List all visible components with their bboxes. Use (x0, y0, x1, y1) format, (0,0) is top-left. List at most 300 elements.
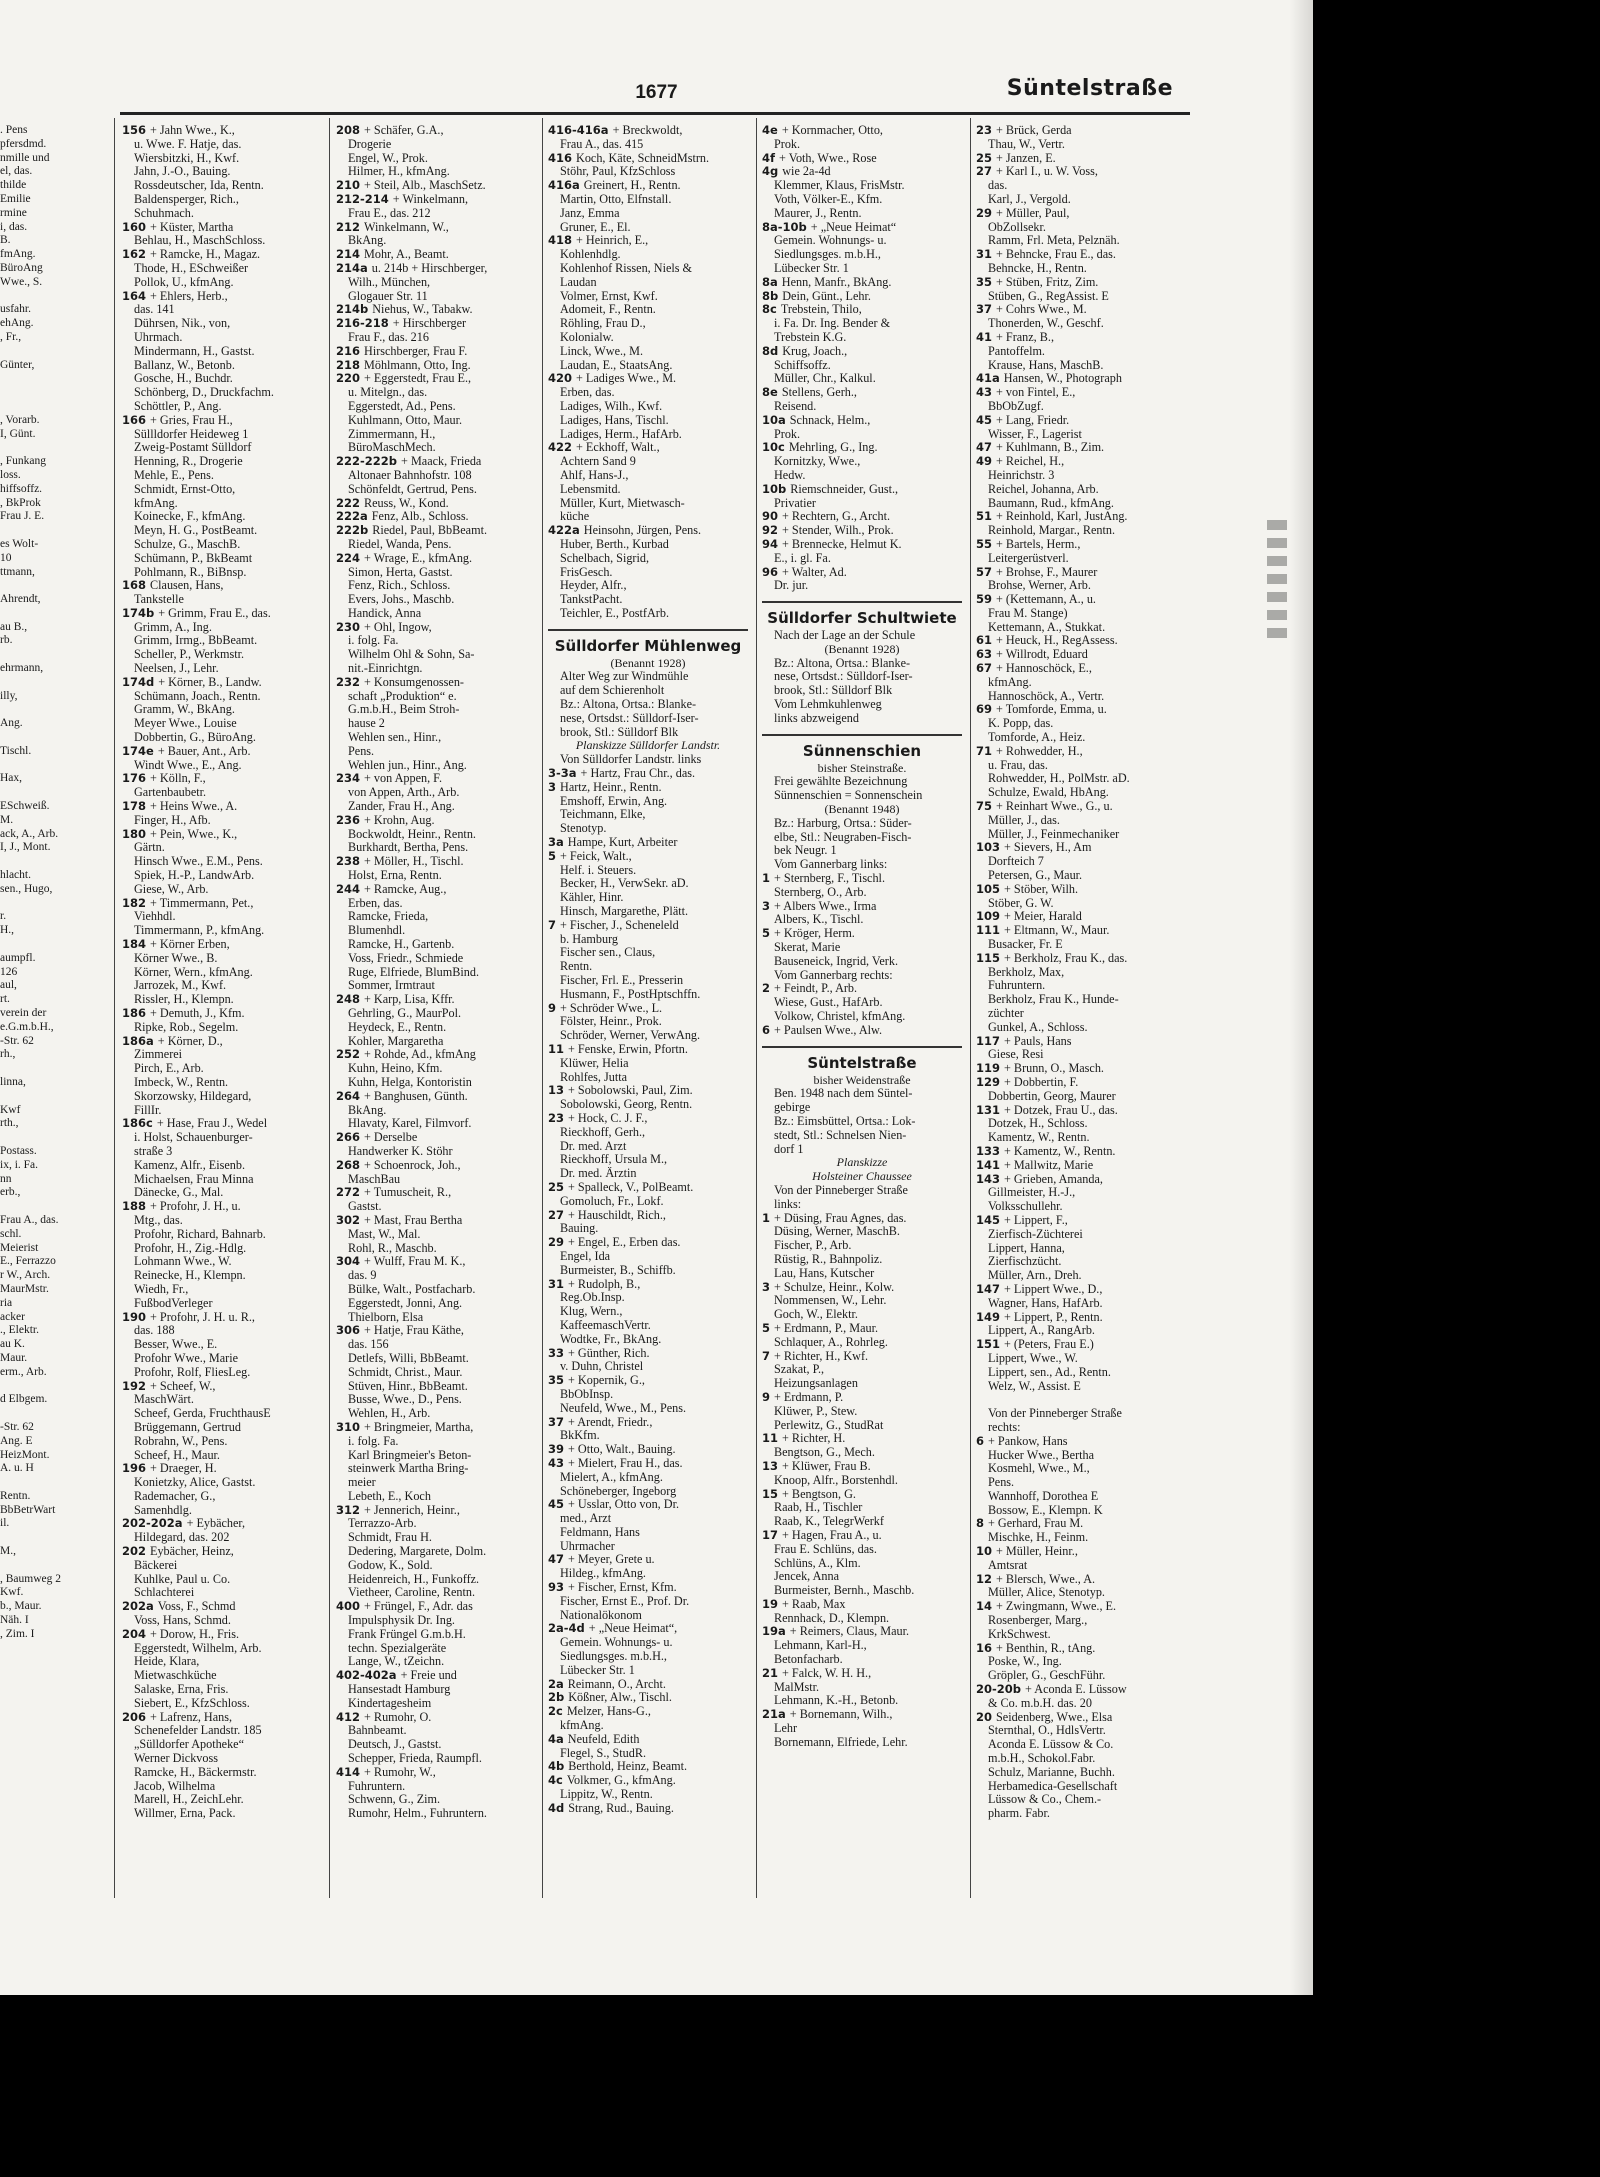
house-number: 111 (976, 924, 1005, 938)
entry-text: Schmidt, Frau H. (348, 1531, 432, 1545)
house-number: 149 (976, 1310, 1005, 1324)
fragment-line (0, 703, 102, 717)
house-number: 67 (976, 662, 997, 676)
entry-text: + Gerhard, Frau M. (988, 1517, 1084, 1531)
resident-entry (548, 974, 748, 988)
house-number: 17 (762, 1528, 783, 1542)
entry-text: Bornemann, Elfriede, Lehr. (774, 1735, 908, 1749)
resident-entry (336, 1352, 534, 1366)
resident-entry (336, 662, 534, 676)
entry-text: Bz.: Harburg, Ortsa.: Süder- (774, 816, 912, 830)
resident-entry (122, 662, 322, 676)
entry-text: BbObZugf. (988, 399, 1044, 413)
resident-entry (548, 933, 748, 947)
entry-text: Gastst. (348, 1200, 382, 1214)
entry-text: Hinsch, Margarethe, Plätt. (560, 905, 689, 919)
entry-text: Evers, Johs., Maschb. (348, 593, 455, 607)
house-number: 23 (548, 1111, 569, 1125)
fragment-line: Kwf (0, 1103, 21, 1116)
fragment-line: ., Elektr. (0, 1324, 39, 1337)
entry-text: Erben, das. (560, 386, 615, 400)
entry-text: u. 214b + Hirschberger, (371, 261, 488, 275)
resident-entry (976, 1752, 1188, 1766)
house-number: 6 (976, 1434, 989, 1448)
entry-text: von Appen, Arth., Arb. (348, 786, 460, 800)
entry-text: Rosenberger, Marg., (988, 1614, 1088, 1628)
resident-entry (122, 1614, 322, 1628)
entry-text: + Rudolph, B., (568, 1277, 641, 1291)
resident-entry (336, 869, 534, 883)
entry-text: Rüstig, R., Bahnpoliz. (774, 1252, 883, 1266)
resident-entry (336, 828, 534, 842)
house-number: 47 (976, 441, 997, 455)
resident-entry (976, 524, 1188, 538)
entry-text: + Brohse, F., Maurer (996, 565, 1098, 579)
entry-text: Fenz, Rich., Schloss. (348, 579, 451, 593)
resident-entry (762, 1239, 962, 1253)
resident-entry (122, 1573, 322, 1587)
resident-entry (976, 1324, 1188, 1338)
entry-text: Mehle, E., Pens. (134, 468, 214, 482)
house-number: 20 (976, 1710, 997, 1724)
directory-column-5 (976, 124, 1188, 1899)
entry-text: + Spalleck, V., PolBeamt. (568, 1180, 694, 1194)
resident-entry (762, 1612, 962, 1626)
entry-text: Jarrozek, M., Kwf. (134, 979, 227, 993)
directory-column-3 (548, 124, 748, 1899)
resident-entry (336, 1462, 534, 1476)
resident-entry (122, 400, 322, 414)
entry-text: + Düsing, Frau Agnes, das. (774, 1211, 907, 1225)
resident-entry (976, 276, 1188, 290)
entry-text: + Berkholz, Frau K., das. (1004, 951, 1128, 965)
entry-text: Goch, W., Elektr. (774, 1308, 858, 1322)
resident-entry (548, 712, 748, 726)
resident-entry (976, 1269, 1188, 1283)
house-number: 57 (976, 565, 997, 579)
entry-text: Flegel, S., StudR. (560, 1746, 647, 1760)
resident-entry (548, 441, 748, 455)
resident-entry (762, 1391, 962, 1405)
resident-entry (122, 993, 322, 1007)
resident-entry (976, 1807, 1188, 1821)
entry-text: Szakat, P., (774, 1363, 825, 1377)
fragment-line: e.G.m.b.H., (0, 1020, 54, 1033)
entry-text: Ramcke, Frieda, (348, 910, 429, 924)
resident-entry (762, 1515, 962, 1529)
entry-text: Schümann, P., BkBeamt (134, 551, 253, 565)
resident-entry (976, 552, 1188, 566)
resident-entry (762, 1294, 962, 1308)
resident-entry (336, 345, 534, 359)
entry-text: + Kölln, F., (150, 772, 206, 786)
entry-text: + Grimm, Frau E., das. (158, 606, 271, 620)
resident-entry (762, 400, 962, 414)
house-number: 216-218 (336, 317, 393, 331)
entry-text: Müller, Chr., Kalkul. (774, 372, 876, 386)
resident-entry (122, 814, 322, 828)
house-number: 420 (548, 372, 577, 386)
resident-entry (122, 1076, 322, 1090)
resident-entry (122, 1035, 322, 1049)
resident-entry (336, 262, 534, 276)
fragment-line (0, 607, 102, 621)
entry-text: Willmer, Erna, Pack. (134, 1807, 236, 1821)
entry-text: brook, Stl.: Sülldorf Blk (560, 725, 679, 739)
resident-entry (976, 290, 1188, 304)
entry-text: Müller, J., Feinmechaniker (988, 827, 1120, 841)
resident-entry (976, 1504, 1188, 1518)
entry-text: Ruge, Elfriede, BlumBind. (348, 965, 479, 979)
resident-entry (548, 607, 748, 621)
house-number: 214a (336, 261, 372, 275)
entry-text: nese, Ortsdst.: Sülldorf-Iser- (774, 670, 913, 684)
resident-entry (122, 262, 322, 276)
entry-text: + Mast, Frau Bertha (364, 1213, 463, 1227)
entry-text: Bäckerei (134, 1558, 178, 1572)
resident-entry (976, 883, 1188, 897)
resident-entry (548, 1443, 748, 1457)
house-number: 21a (762, 1708, 790, 1722)
entry-text: + Willrodt, Eduard (996, 648, 1088, 662)
entry-text: + Klüwer, Frau B. (782, 1459, 871, 1473)
resident-entry (762, 372, 962, 386)
entry-text: + Rohwedder, H., (996, 744, 1083, 758)
entry-text: Herbamedica-Gesellschaft (988, 1779, 1118, 1793)
resident-entry (548, 1029, 748, 1043)
entry-text: Hartz, Heinr., Rentn. (560, 780, 662, 794)
entry-text: das. 188 (134, 1324, 175, 1338)
fragment-line (0, 938, 102, 952)
fragment-line: , Funkang (0, 455, 46, 468)
fragment-line: Ang. E (0, 1434, 33, 1447)
entry-text: Uhrmach. (134, 330, 183, 344)
resident-entry (548, 386, 748, 400)
resident-entry (548, 1498, 748, 1512)
entry-text: Volksschullehr. (988, 1200, 1063, 1214)
header-rule (120, 112, 1190, 115)
resident-entry (336, 993, 534, 1007)
entry-text: + Arendt, Friedr., (568, 1415, 653, 1429)
house-number: 174b (122, 606, 159, 620)
fragment-line (0, 372, 102, 386)
resident-entry (976, 1766, 1188, 1780)
resident-entry (122, 372, 322, 386)
resident-entry (976, 1090, 1188, 1104)
resident-entry (122, 1683, 322, 1697)
fragment-line: M. (0, 813, 14, 826)
house-number: 208 (336, 124, 365, 137)
resident-entry (122, 152, 322, 166)
entry-text: i. Holst, Schauenburger- (134, 1131, 253, 1145)
entry-text: Schönfeldt, Gertrud, Pens. (348, 482, 477, 496)
resident-entry (762, 193, 962, 207)
resident-entry (336, 428, 534, 442)
house-number: 21 (762, 1666, 783, 1680)
resident-entry (976, 786, 1188, 800)
fragment-line: , Zim. I (0, 1627, 35, 1640)
page-spine (1290, 0, 1313, 1995)
entry-text: + Maack, Frieda (401, 455, 482, 469)
entry-text: Kamentz, W., Rentn. (988, 1131, 1090, 1145)
entry-text: Gartenbaubetr. (134, 786, 207, 800)
resident-entry (122, 690, 322, 704)
resident-entry (548, 262, 748, 276)
house-number: 222b (336, 524, 373, 538)
resident-entry (762, 789, 962, 803)
house-number: 27 (548, 1208, 569, 1222)
entry-text: + Paulsen Wwe., Alw. (774, 1023, 883, 1037)
entry-text: Voss, F., Schmd (157, 1600, 236, 1614)
resident-entry (122, 634, 322, 648)
resident-entry (336, 1186, 534, 1200)
entry-text: Voss, Hans, Schmd. (134, 1614, 231, 1628)
resident-entry (122, 248, 322, 262)
resident-entry (122, 1697, 322, 1711)
house-number: 302 (336, 1213, 365, 1227)
house-number: 145 (976, 1213, 1005, 1227)
entry-text: Betonfacharb. (774, 1653, 843, 1667)
fragment-line: b., Maur. (0, 1600, 42, 1613)
resident-entry (336, 1048, 534, 1062)
entry-text: techn. Spezialgeräte (348, 1641, 447, 1655)
entry-text: Jacob, Wilhelma (134, 1779, 216, 1793)
entry-text: + Pein, Wwe., K., (150, 827, 238, 841)
entry-text: Janz, Emma (560, 206, 620, 220)
house-number: 186 (122, 1007, 151, 1020)
resident-entry (976, 317, 1188, 331)
house-number: 45 (976, 413, 997, 427)
entry-text: Fischer, Frl. E., Presserin (560, 974, 684, 988)
resident-entry (976, 124, 1188, 138)
resident-entry (762, 712, 962, 726)
resident-entry (336, 938, 534, 952)
resident-entry (548, 469, 748, 483)
entry-text: Timmermann, P., kfmAng. (134, 924, 265, 938)
entry-text: + Brennecke, Helmut K. (782, 537, 902, 551)
house-number: 416 (548, 151, 577, 165)
resident-entry (122, 1311, 322, 1325)
house-number: 35 (548, 1374, 569, 1388)
entry-text: wie 2a-4d (782, 165, 831, 179)
entry-text: Dr. med. Arzt (560, 1139, 627, 1153)
resident-entry (122, 759, 322, 773)
entry-text: Ladiges, Wilh., Kwf. (560, 399, 663, 413)
resident-entry (548, 670, 748, 684)
entry-text: + Früngel, F., Adr. das (364, 1600, 473, 1614)
resident-entry (976, 593, 1188, 607)
house-number: 224 (336, 551, 365, 565)
resident-entry (548, 1622, 748, 1636)
entry-text: Teichmann, Elke, (560, 808, 646, 822)
resident-entry (122, 786, 322, 800)
entry-text: Rohl, R., Maschb. (348, 1241, 437, 1255)
house-number: 174e (122, 744, 158, 758)
house-number: 4f (762, 151, 780, 165)
resident-entry (548, 1429, 748, 1443)
entry-text: + Fischer, Ernst, Kfm. (568, 1581, 677, 1595)
entry-text: TankstPacht. (560, 593, 623, 607)
resident-entry (762, 1694, 962, 1708)
entry-text: Gramm, W., BkAng. (134, 703, 235, 717)
house-number: 422a (548, 524, 584, 538)
entry-text: Baldensperger, Rich., (134, 192, 239, 206)
entry-text: Niehus, W., Tabakw. (372, 303, 473, 317)
resident-entry (976, 138, 1188, 152)
resident-entry (336, 552, 534, 566)
resident-entry (122, 648, 322, 662)
resident-entry (548, 1526, 748, 1540)
entry-text: Mtg., das. (134, 1213, 183, 1227)
house-number: 8a (762, 275, 782, 289)
fragment-line: , Baumweg 2 (0, 1572, 62, 1585)
resident-entry (762, 138, 962, 152)
entry-text: K. Popp, das. (988, 717, 1054, 731)
resident-entry (336, 1780, 534, 1794)
entry-text: Burkhardt, Bertha, Pens. (348, 841, 469, 855)
entry-text: Feldmann, Hans (560, 1525, 640, 1539)
entry-text: Stenotyp. (560, 822, 607, 836)
entry-text: + Schröder Wwe., L. (560, 1001, 663, 1015)
fragment-line (0, 1200, 102, 1214)
resident-entry (122, 1324, 322, 1338)
resident-entry (976, 262, 1188, 276)
resident-entry (122, 1393, 322, 1407)
resident-entry (976, 621, 1188, 635)
entry-text: m.b.H., Schokol.Fabr. (988, 1752, 1096, 1766)
resident-entry (762, 1736, 962, 1750)
resident-entry (122, 1628, 322, 1642)
entry-text: Wannhoff, Dorothea E (988, 1489, 1099, 1503)
fragment-line: A. u. H (0, 1462, 34, 1475)
house-number: 2c (548, 1705, 567, 1719)
house-number: 238 (336, 855, 365, 869)
house-number: 402-402a (336, 1669, 401, 1683)
entry-text: Simon, Herta, Gastst. (348, 565, 453, 579)
entry-text: + Eltmann, W., Maur. (1004, 924, 1110, 938)
entry-text: Hlavaty, Karel, Filmvorf. (348, 1117, 472, 1131)
entry-text: + Stender, Wilh., Prok. (782, 524, 894, 538)
resident-entry (976, 193, 1188, 207)
entry-text: + Winkelmann, (392, 192, 469, 206)
resident-entry (548, 1802, 748, 1816)
entry-text: + Wulff, Frau M. K., (364, 1255, 466, 1269)
entry-text: Dein, Günt., Lehr. (782, 289, 871, 303)
fragment-line: HeizMont. (0, 1448, 50, 1461)
resident-entry (122, 910, 322, 924)
entry-text: Finger, H., Afb. (134, 813, 211, 827)
entry-text: Profohr, H., Zig.-Hdlg. (134, 1241, 247, 1255)
entry-text: Wiese, Gust., HafArb. (774, 996, 883, 1010)
fragment-line (0, 676, 102, 690)
house-number: 109 (976, 910, 1005, 924)
entry-text: Linck, Wwe., M. (560, 344, 644, 358)
resident-entry (122, 1159, 322, 1173)
resident-entry (976, 1724, 1188, 1738)
entry-text: Grimm, A., Ing. (134, 620, 212, 634)
house-number: 180 (122, 827, 151, 841)
entry-text: + Körner, D., (157, 1034, 223, 1048)
resident-entry (336, 703, 534, 717)
fragment-line: acker (0, 1310, 25, 1323)
entry-text: + Bengtson, G. (782, 1487, 856, 1501)
entry-text: Gruner, E., El. (560, 220, 631, 234)
house-number: 27 (976, 165, 997, 179)
resident-entry (762, 1198, 962, 1212)
resident-entry (762, 1598, 962, 1612)
resident-entry (122, 179, 322, 193)
house-number: 164 (122, 289, 151, 303)
entry-text: + Richter, H. (782, 1432, 846, 1446)
entry-text: Rohlfes, Jutta (560, 1070, 628, 1084)
resident-entry (122, 1255, 322, 1269)
house-number: 204 (122, 1627, 151, 1641)
entry-text: Raab, H., Tischler (774, 1501, 863, 1515)
entry-text: Schulz, Marianne, Buchh. (988, 1765, 1115, 1779)
entry-text: Thode, H., ESchweißer (134, 261, 249, 275)
entry-text: Schöttler, P., Ang. (134, 399, 222, 413)
resident-entry (548, 767, 748, 781)
house-number: 19a (762, 1625, 790, 1639)
entry-text: Dotzek, H., Schloss. (988, 1117, 1088, 1131)
street-note: bisher Steinstraße. (817, 760, 907, 775)
resident-entry (976, 510, 1188, 524)
resident-entry (548, 579, 748, 593)
fragment-line: Günter, (0, 358, 35, 371)
entry-text: Rentn. (560, 960, 593, 974)
resident-entry (122, 1007, 322, 1021)
resident-entry (122, 717, 322, 731)
resident-entry (336, 690, 534, 704)
resident-entry (548, 248, 748, 262)
house-number: 4b (548, 1760, 569, 1774)
house-number: 13 (548, 1084, 569, 1098)
entry-text: Riedel, Wanda, Pens. (348, 537, 452, 551)
entry-text: Werner Dickvoss (134, 1752, 218, 1766)
house-number: 400 (336, 1600, 365, 1614)
entry-text: Schulze, Ewald, HbAng. (988, 786, 1109, 800)
resident-entry (762, 1460, 962, 1474)
resident-entry (122, 800, 322, 814)
resident-entry (548, 510, 748, 524)
fragment-line (0, 1062, 102, 1076)
resident-entry (976, 1711, 1188, 1725)
resident-entry (122, 1021, 322, 1035)
entry-text: Karl, J., Vergold. (988, 192, 1071, 206)
resident-entry (548, 1222, 748, 1236)
entry-text: Knoop, Alfr., Borstenhdl. (774, 1473, 898, 1487)
resident-entry (976, 1614, 1188, 1628)
entry-text: Hucker Wwe., Bertha (988, 1448, 1095, 1462)
house-number: 162 (122, 248, 151, 262)
street-title: Süntelstraße (762, 1046, 962, 1072)
entry-text: Profohr Wwe., Marie (134, 1351, 239, 1365)
fragment-line: Kwf. (0, 1586, 24, 1599)
entry-text: Amtsrat (988, 1558, 1028, 1572)
entry-text: Wodtke, Fr., BkAng. (560, 1332, 662, 1346)
resident-entry (336, 386, 534, 400)
house-number: 188 (122, 1200, 151, 1214)
resident-entry (762, 1446, 962, 1460)
resident-entry (336, 855, 534, 869)
resident-entry (548, 1374, 748, 1388)
resident-entry (336, 1586, 534, 1600)
entry-text: Welz, W., Assist. E (988, 1379, 1081, 1393)
entry-text: Rohwedder, H., PolMstr. aD. (988, 772, 1130, 786)
resident-entry (122, 303, 322, 317)
house-number: 13 (762, 1459, 783, 1473)
entry-text: + Lafrenz, Hans, (150, 1710, 233, 1724)
